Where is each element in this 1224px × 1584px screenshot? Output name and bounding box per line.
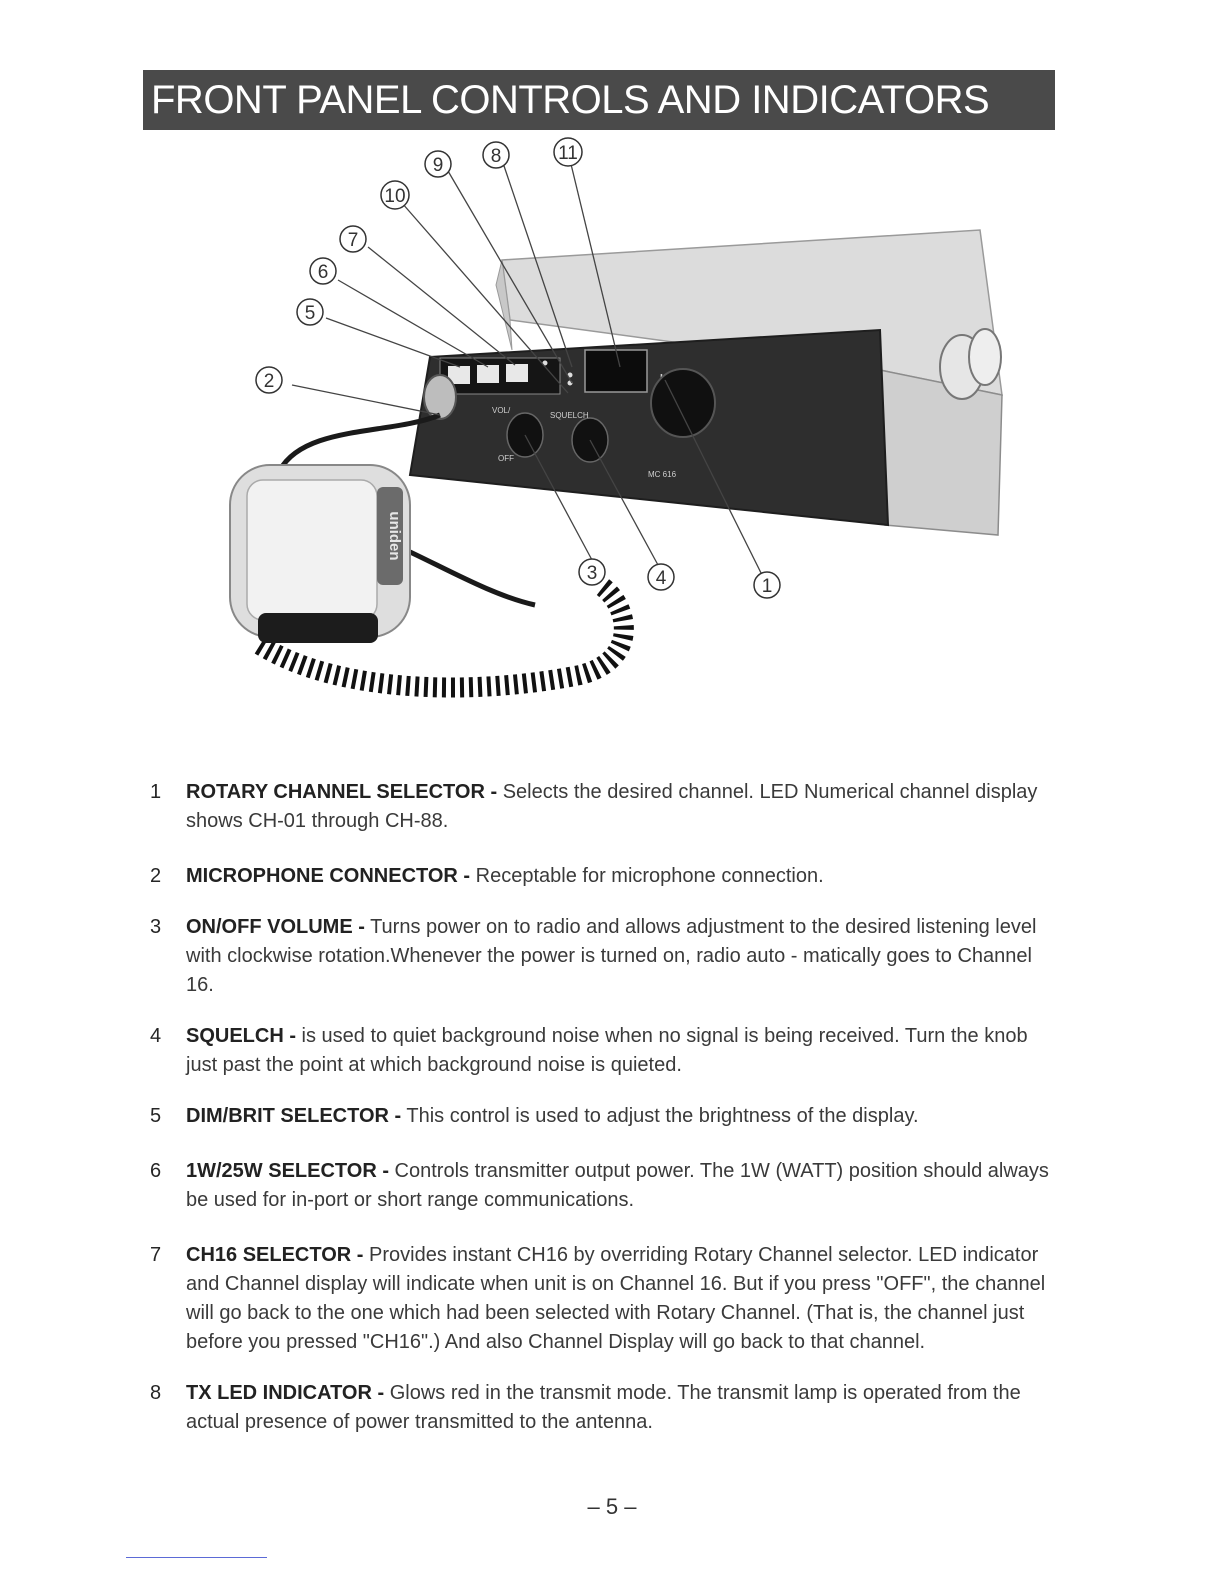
item-description: Selects the desired channel. LED Numerical channel display shows CH-01 through CH-88.	[186, 781, 1038, 832]
item-term: ON/OFF VOLUME -	[186, 916, 365, 938]
svg-text:2: 2	[263, 371, 275, 392]
item-term: TX LED INDICATOR -	[186, 1382, 385, 1404]
item-term: SQUELCH -	[186, 1025, 296, 1047]
item-term: 1W/25W SELECTOR -	[186, 1160, 389, 1182]
item-description: This control is used to adjust the brightness of the display.	[401, 1105, 919, 1127]
svg-text:7: 7	[347, 230, 359, 251]
callout-1	[754, 572, 780, 598]
callout-8	[483, 142, 509, 168]
callout-9	[425, 151, 451, 177]
page-number: – 5 –	[587, 1494, 637, 1519]
callout-10	[381, 181, 409, 209]
page-title: FRONT PANEL CONTROLS AND INDICATORS	[143, 70, 1055, 130]
svg-text:4: 4	[655, 568, 667, 589]
item-number: 4	[150, 1025, 162, 1047]
item-term: CH16 SELECTOR -	[186, 1244, 364, 1266]
item-number: 2	[150, 865, 162, 887]
callout-4	[648, 564, 674, 590]
list-item-4	[150, 1022, 1050, 1080]
item-number: 5	[150, 1105, 162, 1127]
callout-5	[297, 299, 323, 325]
squelch-label: SQUELCH	[550, 411, 589, 420]
svg-text:10: 10	[384, 186, 406, 207]
list-item-8	[150, 1379, 1050, 1437]
item-number: 3	[150, 916, 162, 938]
svg-text:6: 6	[317, 262, 329, 283]
callout-11	[554, 138, 582, 166]
callout-2	[256, 367, 282, 393]
off-label: OFF	[498, 454, 514, 463]
mic-brand-label: uniden	[386, 511, 403, 561]
vol-label: VOL/	[492, 406, 511, 415]
item-term: MICROPHONE CONNECTOR -	[186, 865, 471, 887]
item-term: DIM/BRIT SELECTOR -	[186, 1105, 402, 1127]
item-term: ROTARY CHANNEL SELECTOR -	[186, 781, 498, 803]
item-description: Controls transmitter output power. The 1W (WATT) position should always be used for in-port or short range communications.	[186, 1160, 1049, 1211]
item-description: Glows red in the transmit mode. The transmit lamp is operated from the actual presence of power transmitted to the antenna.	[186, 1382, 1021, 1433]
divider	[126, 1557, 267, 1558]
item-description: Provides instant CH16 by overriding Rotary Channel selector. LED indicator and Channel display will indicate when unit is on Channel 16. But if you press "OFF", the channel will go back to the one which had been selected with Rotary Channel. (That is, the channel just before you pressed "CH16".) And also Channel Display will go back to that channel.	[186, 1244, 1046, 1353]
list-item-5	[150, 1102, 1050, 1131]
svg-text:3: 3	[586, 563, 598, 584]
item-number: 6	[150, 1160, 162, 1182]
svg-text:9: 9	[432, 155, 444, 176]
svg-text:8: 8	[490, 146, 502, 167]
item-number: 7	[150, 1244, 162, 1266]
item-description: is used to quiet background noise when no signal is being received. Turn the knob just past the point at which background noise is quieted.	[186, 1025, 1028, 1076]
radio-diagram	[140, 135, 1080, 765]
list-item-2	[150, 862, 1050, 891]
item-number: 8	[150, 1382, 162, 1404]
callout-3	[579, 559, 605, 585]
item-description: Receptable for microphone connection.	[470, 865, 824, 887]
list-item-1	[150, 778, 1050, 836]
channel-display	[585, 350, 647, 392]
svg-text:5: 5	[304, 303, 316, 324]
radio-illustration	[140, 135, 1080, 765]
svg-text:1: 1	[761, 576, 773, 597]
svg-text:11: 11	[558, 143, 578, 164]
rotary-channel-knob	[651, 369, 715, 437]
list-item-7	[150, 1241, 1050, 1357]
power-selector-button	[477, 365, 499, 383]
callout-7	[340, 226, 366, 252]
list-item-6	[150, 1157, 1050, 1215]
callout-6	[310, 258, 336, 284]
model-label: MC 616	[648, 470, 677, 479]
item-description: Turns power on to radio and allows adjustment to the desired listening level with clockwise rotation.Whenever the power is turned on, radio auto - matically goes to Channel 16.	[186, 916, 1037, 996]
ch16-button	[506, 364, 528, 382]
item-number: 1	[150, 781, 162, 803]
list-item-3	[150, 913, 1050, 1000]
